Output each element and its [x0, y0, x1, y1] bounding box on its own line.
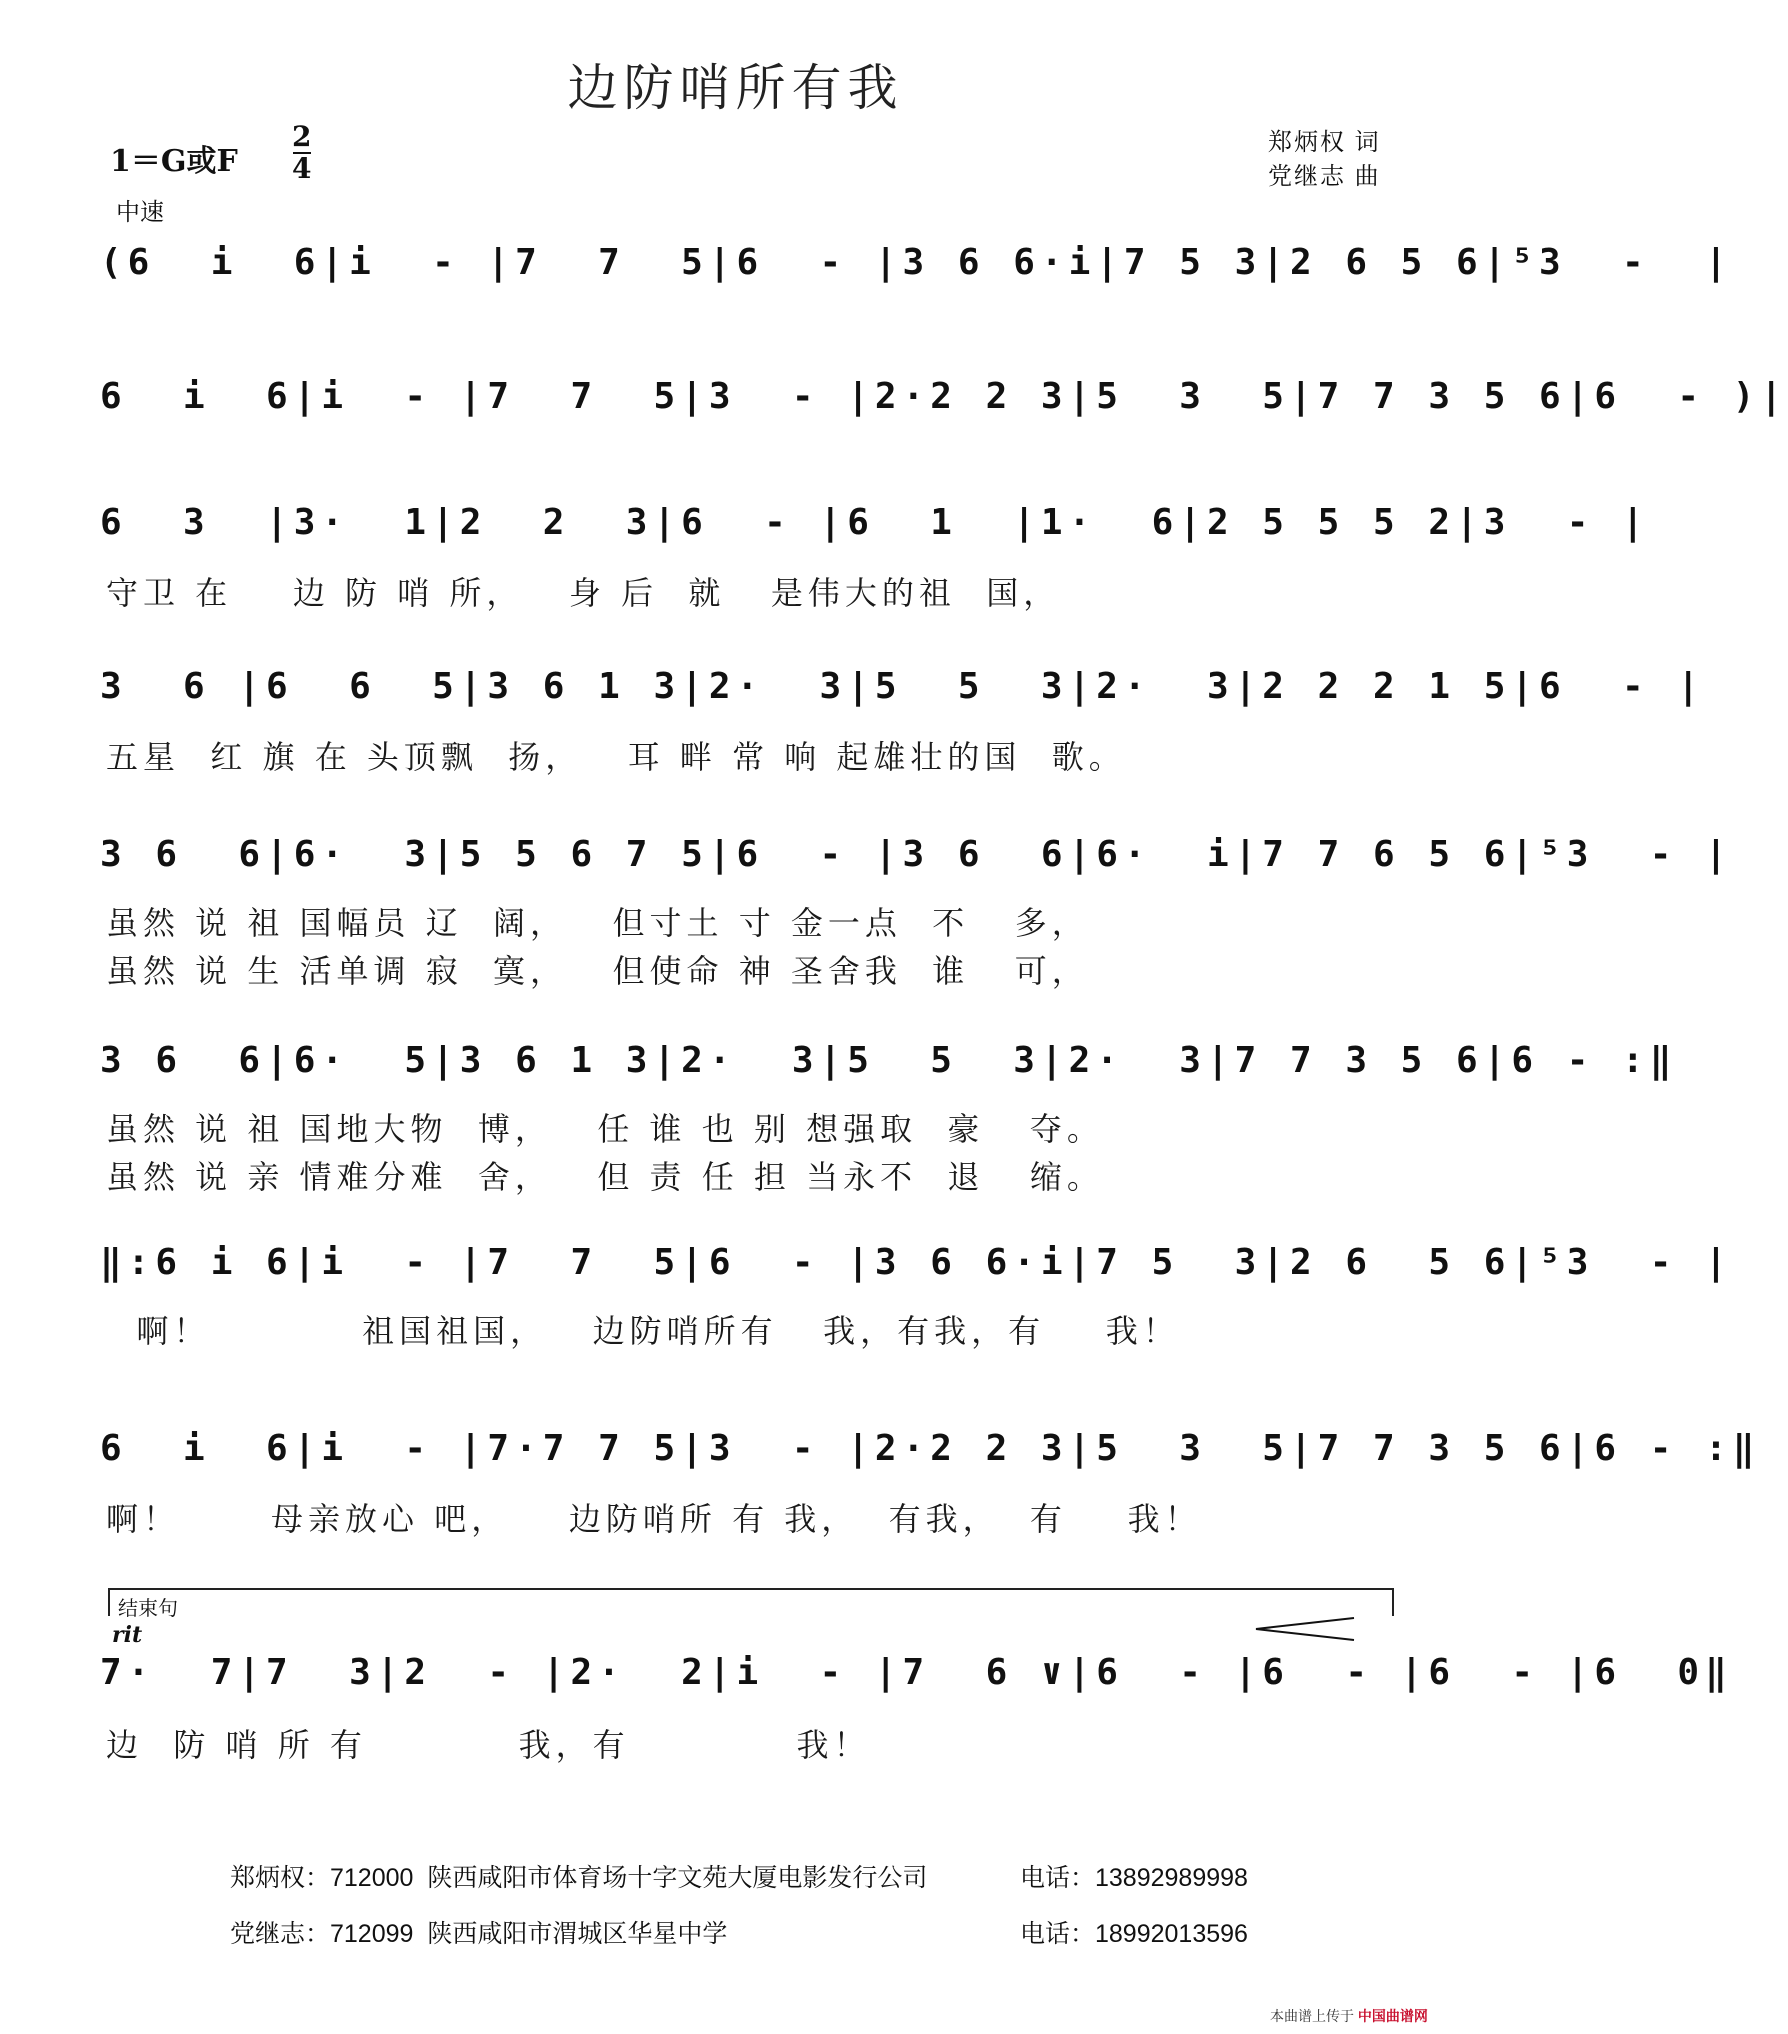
- time-signature: [292, 122, 311, 184]
- notes: ‖:6 i 6|i - |7 7 5|6 - |3 6 6·i|7 5 3|2 6 5 6|⁵3 - |: [100, 1242, 1733, 1283]
- lyric-line: 虽然 说 祖 国地大物 博， 任 谁 也 别 想强取 豪 夺。: [106, 1110, 1104, 1148]
- time-signature-bottom: 4: [292, 152, 312, 185]
- notation-row-6: [100, 1034, 1678, 1088]
- contact-lyricist: 郑炳权：712000 陕西咸阳市体育场十字文苑大厦电影发行公司: [230, 1864, 928, 1892]
- ending-bracket: [108, 1588, 1394, 1616]
- notes: 3 6 |6 6 5|3 6 1 3|2· 3|5 5 3|2· 3|2 2 2 1 5|6 - |: [100, 666, 1706, 707]
- lyric-line: 虽然 说 祖 国幅员 辽 阔， 但寸土 寸 金一点 不 多，: [106, 904, 1089, 942]
- notation-row-7: [100, 1236, 1733, 1290]
- tempo-marking: 中速: [116, 199, 164, 226]
- lyric-line: 五星 红 旗 在 头顶飘 扬， 耳 畔 常 响 起雄壮的国 歌。: [106, 738, 1126, 776]
- lyric-line: 虽然 说 亲 情难分难 舍， 但 责 任 担 当永不 退 缩。: [106, 1158, 1104, 1196]
- contact-composer: 党继志：712099 陕西咸阳市渭城区华星中学: [230, 1920, 728, 1948]
- key-signature: [110, 136, 238, 180]
- phone-composer: 电话：18992013596: [1020, 1920, 1248, 1948]
- phone-lyricist: 电话：13892989998: [1020, 1864, 1248, 1892]
- notes: 6 i 6|i - |7·7 7 5|3 - |2·2 2 3|5 3 5|7 7 3 5 6|6 - :‖: [100, 1428, 1761, 1469]
- lyric-line: 虽然 说 生 活单调 寂 寞， 但使命 神 圣舍我 谁 可，: [106, 952, 1089, 990]
- notes: 6 3 |3· 1|2 2 3|6 - |6 1 |1· 6|2 5 5 5 2|3 - |: [100, 502, 1650, 543]
- composer-credit: 党继志 曲: [1268, 163, 1381, 190]
- footer-upload-text: 本曲谱上传于: [1270, 2008, 1354, 2024]
- notation-row-9: [100, 1646, 1733, 1700]
- lyric-line: 啊！ 祖国祖国， 边防哨所有 我，有我，有 我！: [106, 1312, 1180, 1350]
- ritardando-marking: rit: [112, 1622, 143, 1648]
- footer-brand: 中国曲谱网: [1357, 2008, 1428, 2024]
- notation-row-8: [100, 1422, 1761, 1476]
- notation-row-2: [100, 370, 1788, 424]
- lyric-line: 守卫 在 边 防 哨 所， 身 后 就 是伟大的祖 国，: [106, 574, 1061, 612]
- notation-row-1: [100, 236, 1733, 290]
- notes: 7· 7|7 3|2 - |2· 2|i - |7 6 ∨|6 - |6 - |6 - |6 0‖: [100, 1652, 1733, 1693]
- notation-row-3: [100, 496, 1650, 550]
- ending-label: 结束句: [118, 1598, 178, 1620]
- notes: 3 6 6|6· 5|3 6 1 3|2· 3|5 5 3|2· 3|7 7 3 5 6|6 - :‖: [100, 1040, 1678, 1081]
- crescendo-hairpin: [1252, 1614, 1356, 1644]
- notation-row-4: [100, 660, 1706, 714]
- notes: 3 6 6|6· 3|5 5 6 7 5|6 - |3 6 6|6· i|7 7 6 5 6|⁵3 - |: [100, 834, 1733, 875]
- time-signature-top: 2: [292, 120, 312, 153]
- song-title: 边防哨所有我: [567, 59, 904, 117]
- notation-row-5: [100, 828, 1733, 882]
- key-text: 1＝G或F: [110, 144, 238, 179]
- notes: (6 i 6|i - |7 7 5|6 - |3 6 6·i|7 5 3|2 6 5 6|⁵3 - |: [100, 242, 1733, 283]
- lyric-line: 啊！ 母亲放心 吧， 边防哨所 有 我， 有我， 有 我！: [106, 1500, 1202, 1538]
- footer-watermark: [1270, 2006, 1428, 2026]
- notes: 6 i 6|i - |7 7 5|3 - |2·2 2 3|5 3 5|7 7 3 5 6|6 - )|: [100, 376, 1788, 417]
- lyric-line: 边 防 哨 所 有 我，有 我！: [106, 1726, 871, 1764]
- lyricist-credit: 郑炳权 词: [1268, 129, 1381, 156]
